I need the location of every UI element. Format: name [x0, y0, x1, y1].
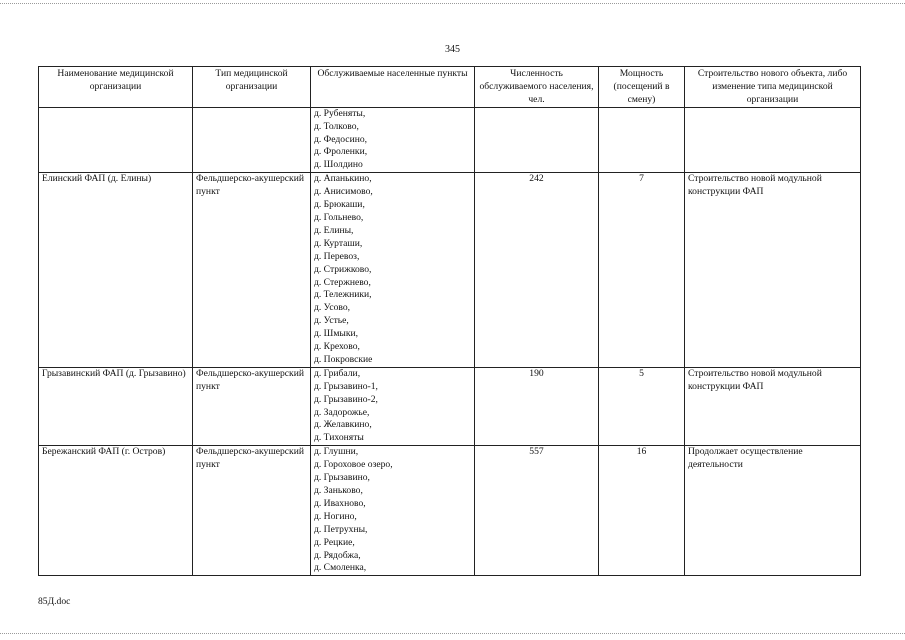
settlement-item: д. Гороховое озеро,: [314, 459, 393, 471]
settlement-item: д. Стрижково,: [314, 263, 372, 275]
settlement-item: д. Грызавино,: [314, 472, 370, 484]
settlement-list: [314, 108, 471, 173]
cell-construction: [685, 107, 861, 173]
cell-type: [193, 107, 311, 173]
cell-name: Бережанский ФАП (г. Остров): [39, 446, 193, 576]
cell-type: Фельдшерско-акушерский пункт: [193, 173, 311, 368]
settlement-item: д. Брюкаши,: [314, 199, 365, 211]
cell-name: Елинский ФАП (д. Елины): [39, 173, 193, 368]
settlement-list: [314, 173, 471, 367]
cell-capacity: 16: [599, 446, 685, 576]
settlement-item: д. Глушни,: [314, 446, 359, 458]
settlement-item: д. Грызавино-1,: [314, 380, 378, 392]
settlement-item: д. Федосино,: [314, 133, 368, 145]
cell-construction: Продолжает осуществление деятельности: [685, 446, 861, 576]
cell-construction: Строительство новой модульной конструкции ФАП: [685, 173, 861, 368]
settlement-list: [314, 368, 471, 445]
column-header-type: Тип медицинской организации: [193, 67, 311, 108]
column-header-population: Численность обслуживаемого населения, чел.: [475, 67, 599, 108]
settlement-item: д. Задорожье,: [314, 406, 370, 418]
settlement-item: д. Тихоняты: [314, 432, 364, 444]
medical-organizations-table: [38, 66, 861, 576]
cell-population: 190: [475, 367, 599, 445]
cell-settlements: [311, 173, 475, 368]
cell-settlements: [311, 446, 475, 576]
table-row: [39, 446, 861, 576]
settlement-item: д. Фроленки,: [314, 146, 368, 158]
cell-population: 242: [475, 173, 599, 368]
settlement-item: д. Крехово,: [314, 341, 360, 353]
settlement-list: [314, 446, 471, 575]
settlement-item: д. Рядобжа,: [314, 549, 361, 561]
column-header-capacity: Мощность (посещений в смену): [599, 67, 685, 108]
settlement-item: д. Тележники,: [314, 289, 372, 301]
cell-population: [475, 107, 599, 173]
settlement-item: д. Покровские: [314, 353, 373, 365]
table-header-row: [39, 67, 861, 108]
settlement-item: д. Перевоз,: [314, 250, 360, 262]
settlement-item: д. Гольнево,: [314, 211, 364, 223]
cell-capacity: 7: [599, 173, 685, 368]
cell-construction: Строительство новой модульной конструкции ФАП: [685, 367, 861, 445]
column-header-settlements: Обслуживаемые населенные пункты: [311, 67, 475, 108]
settlement-item: д. Петрухны,: [314, 523, 368, 535]
settlement-item: д. Грибали,: [314, 367, 361, 379]
cell-settlements: [311, 367, 475, 445]
settlement-item: д. Ивахново,: [314, 497, 366, 509]
settlement-item: д. Желавкино,: [314, 419, 372, 431]
settlement-item: д. Смоленка,: [314, 562, 367, 574]
cell-settlements: [311, 107, 475, 173]
settlement-item: д. Шолдино: [314, 159, 363, 171]
scan-edge-bottom: [0, 633, 905, 634]
settlement-item: д. Толково,: [314, 120, 359, 132]
table-row: [39, 173, 861, 368]
column-header-construction: Строительство нового объекта, либо изменение типа медицинской организации: [685, 67, 861, 108]
cell-type: Фельдшерско-акушерский пункт: [193, 367, 311, 445]
settlement-item: д. Апанькино,: [314, 173, 372, 185]
settlement-item: д. Рецкие,: [314, 536, 355, 548]
document-filename: 85Д.doc: [38, 596, 71, 607]
settlement-item: д. Устье,: [314, 315, 349, 327]
settlement-item: д. Усово,: [314, 302, 351, 314]
page-number: 345: [445, 44, 460, 55]
settlement-item: д. Грызавино-2,: [314, 393, 378, 405]
settlement-item: д. Рубеняты,: [314, 107, 366, 119]
settlement-item: д. Заньково,: [314, 485, 363, 496]
table-row: [39, 367, 861, 445]
cell-name: Грызавинский ФАП (д. Грызавино): [39, 367, 193, 445]
cell-name: [39, 107, 193, 173]
cell-type: Фельдшерско-акушерский пункт: [193, 446, 311, 576]
cell-population: 557: [475, 446, 599, 576]
table-row: [39, 107, 861, 173]
cell-capacity: 5: [599, 367, 685, 445]
column-header-name: Наименование медицинской организации: [39, 67, 193, 108]
cell-capacity: [599, 107, 685, 173]
scan-edge-top: [0, 3, 905, 4]
settlement-item: д. Анисимово,: [314, 186, 373, 198]
settlement-item: д. Шмыки,: [314, 328, 359, 340]
settlement-item: д. Стержнево,: [314, 276, 371, 288]
settlement-item: д. Елины,: [314, 224, 354, 236]
settlement-item: д. Ногино,: [314, 510, 357, 522]
settlement-item: д. Курташи,: [314, 237, 363, 249]
